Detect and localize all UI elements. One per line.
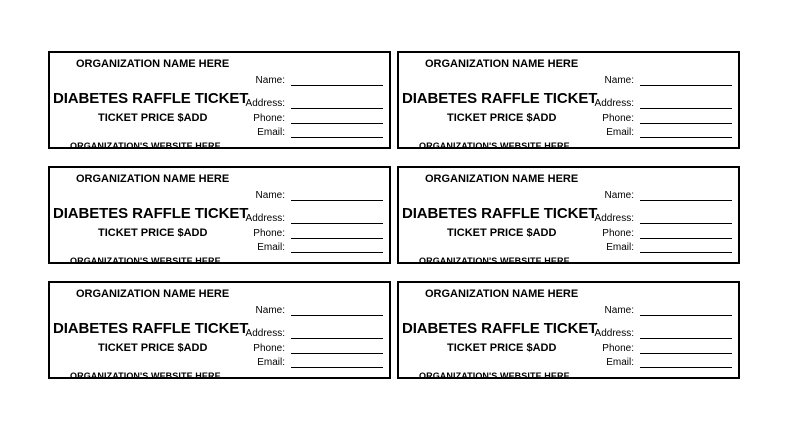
name-field <box>582 303 732 316</box>
phone-label: Phone: <box>602 113 634 124</box>
phone-field <box>582 341 732 354</box>
phone-label: Phone: <box>253 343 285 354</box>
name-field <box>233 303 383 316</box>
phone-blank-line <box>291 112 383 124</box>
ticket-price: TICKET PRICE $ADD <box>98 227 208 239</box>
ticket-price: TICKET PRICE $ADD <box>98 112 208 124</box>
address-field <box>233 326 383 339</box>
address-field <box>582 96 732 109</box>
organization-website: ORGANIZATION'S WEBSITE HERE <box>419 371 570 381</box>
organization-website: ORGANIZATION'S WEBSITE HERE <box>70 256 221 266</box>
ticket-title: DIABETES RAFFLE TICKET <box>53 205 249 222</box>
ticket-title: DIABETES RAFFLE TICKET <box>53 90 249 107</box>
phone-blank-line <box>640 227 732 239</box>
phone-field <box>582 226 732 239</box>
email-blank-line <box>291 356 383 368</box>
name-label: Name: <box>604 305 634 316</box>
raffle-ticket <box>397 166 740 264</box>
organization-website: ORGANIZATION'S WEBSITE HERE <box>70 371 221 381</box>
email-field <box>582 355 732 368</box>
organization-website: ORGANIZATION'S WEBSITE HERE <box>419 256 570 266</box>
address-blank-line <box>640 97 732 109</box>
phone-label: Phone: <box>253 228 285 239</box>
organization-name: ORGANIZATION NAME HERE <box>76 173 230 185</box>
ticket-price: TICKET PRICE $ADD <box>447 112 557 124</box>
name-field <box>582 188 732 201</box>
name-label: Name: <box>255 75 285 86</box>
name-label: Name: <box>255 305 285 316</box>
organization-name: ORGANIZATION NAME HERE <box>76 58 230 70</box>
email-label: Email: <box>606 127 634 138</box>
name-field <box>233 188 383 201</box>
name-blank-line <box>640 74 732 86</box>
organization-website: ORGANIZATION'S WEBSITE HERE <box>70 141 221 151</box>
ticket-price: TICKET PRICE $ADD <box>447 342 557 354</box>
raffle-ticket <box>48 51 391 149</box>
phone-label: Phone: <box>602 228 634 239</box>
address-label: Address: <box>594 98 634 109</box>
name-label: Name: <box>255 190 285 201</box>
name-label: Name: <box>604 190 634 201</box>
address-label: Address: <box>245 328 285 339</box>
name-blank-line <box>291 304 383 316</box>
name-blank-line <box>291 189 383 201</box>
email-field <box>582 125 732 138</box>
ticket-price: TICKET PRICE $ADD <box>447 227 557 239</box>
email-blank-line <box>640 241 732 253</box>
organization-name: ORGANIZATION NAME HERE <box>76 288 230 300</box>
phone-blank-line <box>291 342 383 354</box>
name-blank-line <box>291 74 383 86</box>
address-blank-line <box>640 327 732 339</box>
email-label: Email: <box>606 357 634 368</box>
email-label: Email: <box>257 357 285 368</box>
address-field <box>582 326 732 339</box>
phone-field <box>233 226 383 239</box>
phone-field <box>233 341 383 354</box>
ticket-title: DIABETES RAFFLE TICKET <box>402 90 598 107</box>
organization-website: ORGANIZATION'S WEBSITE HERE <box>419 141 570 151</box>
email-blank-line <box>291 241 383 253</box>
email-blank-line <box>291 126 383 138</box>
email-blank-line <box>640 356 732 368</box>
raffle-ticket <box>48 166 391 264</box>
address-blank-line <box>291 212 383 224</box>
phone-field <box>582 111 732 124</box>
address-label: Address: <box>245 213 285 224</box>
phone-label: Phone: <box>253 113 285 124</box>
address-blank-line <box>291 97 383 109</box>
email-field <box>233 355 383 368</box>
phone-blank-line <box>640 112 732 124</box>
ticket-title: DIABETES RAFFLE TICKET <box>402 320 598 337</box>
address-label: Address: <box>594 213 634 224</box>
phone-field <box>233 111 383 124</box>
ticket-title: DIABETES RAFFLE TICKET <box>402 205 598 222</box>
email-field <box>233 125 383 138</box>
raffle-ticket <box>397 51 740 149</box>
name-blank-line <box>640 189 732 201</box>
address-label: Address: <box>594 328 634 339</box>
raffle-ticket <box>397 281 740 379</box>
name-field <box>582 73 732 86</box>
phone-label: Phone: <box>602 343 634 354</box>
address-field <box>233 211 383 224</box>
email-label: Email: <box>257 127 285 138</box>
email-label: Email: <box>606 242 634 253</box>
address-blank-line <box>640 212 732 224</box>
ticket-title: DIABETES RAFFLE TICKET <box>53 320 249 337</box>
email-label: Email: <box>257 242 285 253</box>
ticket-price: TICKET PRICE $ADD <box>98 342 208 354</box>
raffle-ticket <box>48 281 391 379</box>
organization-name: ORGANIZATION NAME HERE <box>425 173 579 185</box>
email-field <box>582 240 732 253</box>
email-field <box>233 240 383 253</box>
name-label: Name: <box>604 75 634 86</box>
address-field <box>233 96 383 109</box>
name-field <box>233 73 383 86</box>
phone-blank-line <box>640 342 732 354</box>
organization-name: ORGANIZATION NAME HERE <box>425 58 579 70</box>
name-blank-line <box>640 304 732 316</box>
address-blank-line <box>291 327 383 339</box>
phone-blank-line <box>291 227 383 239</box>
address-label: Address: <box>245 98 285 109</box>
address-field <box>582 211 732 224</box>
organization-name: ORGANIZATION NAME HERE <box>425 288 579 300</box>
email-blank-line <box>640 126 732 138</box>
